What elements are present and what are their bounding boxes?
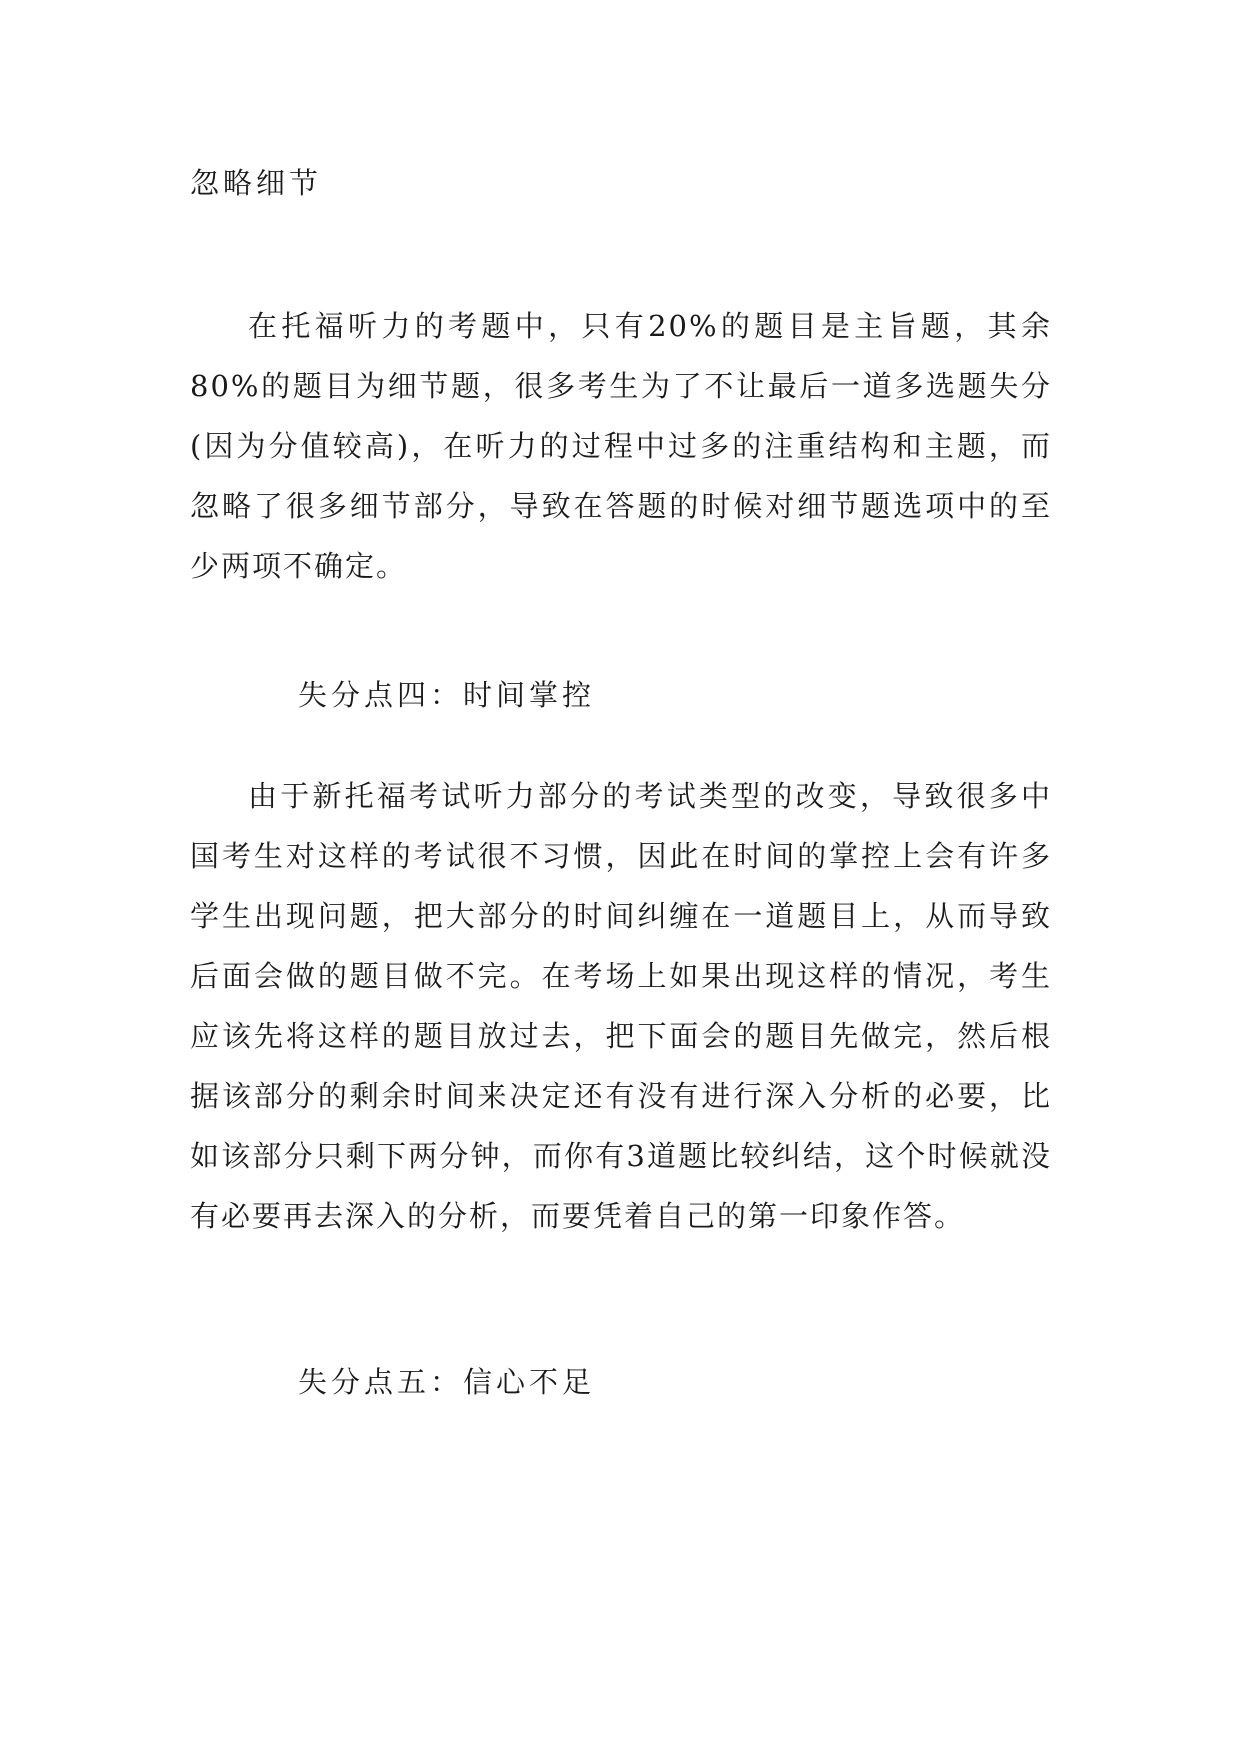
paragraph-time-management: 由于新托福考试听力部分的考试类型的改变，导致很多中国考生对这样的考试很不习惯，因此在时间的掌控上会有许多学生出现问题，把大部分的时间纠缠在一道题目上，从而导致后面会做的题目做不完。在考场上如果出现这样的情况，考生应该先将这样的题目放过去，把下面会的题目先做完，然后根据该部分的剩余时间来决定还有没有进行深入分析的必要，比如该部分只剩下两分钟，而你有3道题比较纠结，这个时候就没有必要再去深入的分析，而要凭着自己的第一印象作答。 [190,779,1052,1233]
section-heading-point-four: 失分点四：时间掌控 [298,678,596,712]
paragraph-detail-questions: 在托福听力的考题中，只有20%的题目是主旨题，其余80%的题目为细节题，很多考生为了不让最后一道多选题失分(因为分值较高)，在听力的过程中过多的注重结构和主题，而忽略了很多细节部分，导致在答题的时候对细节题选项中的至少两项不确定。 [190,309,1052,583]
section-heading-point-five: 失分点五：信心不足 [298,1365,596,1399]
section-heading-ignore-details: 忽略细节 [190,166,323,200]
